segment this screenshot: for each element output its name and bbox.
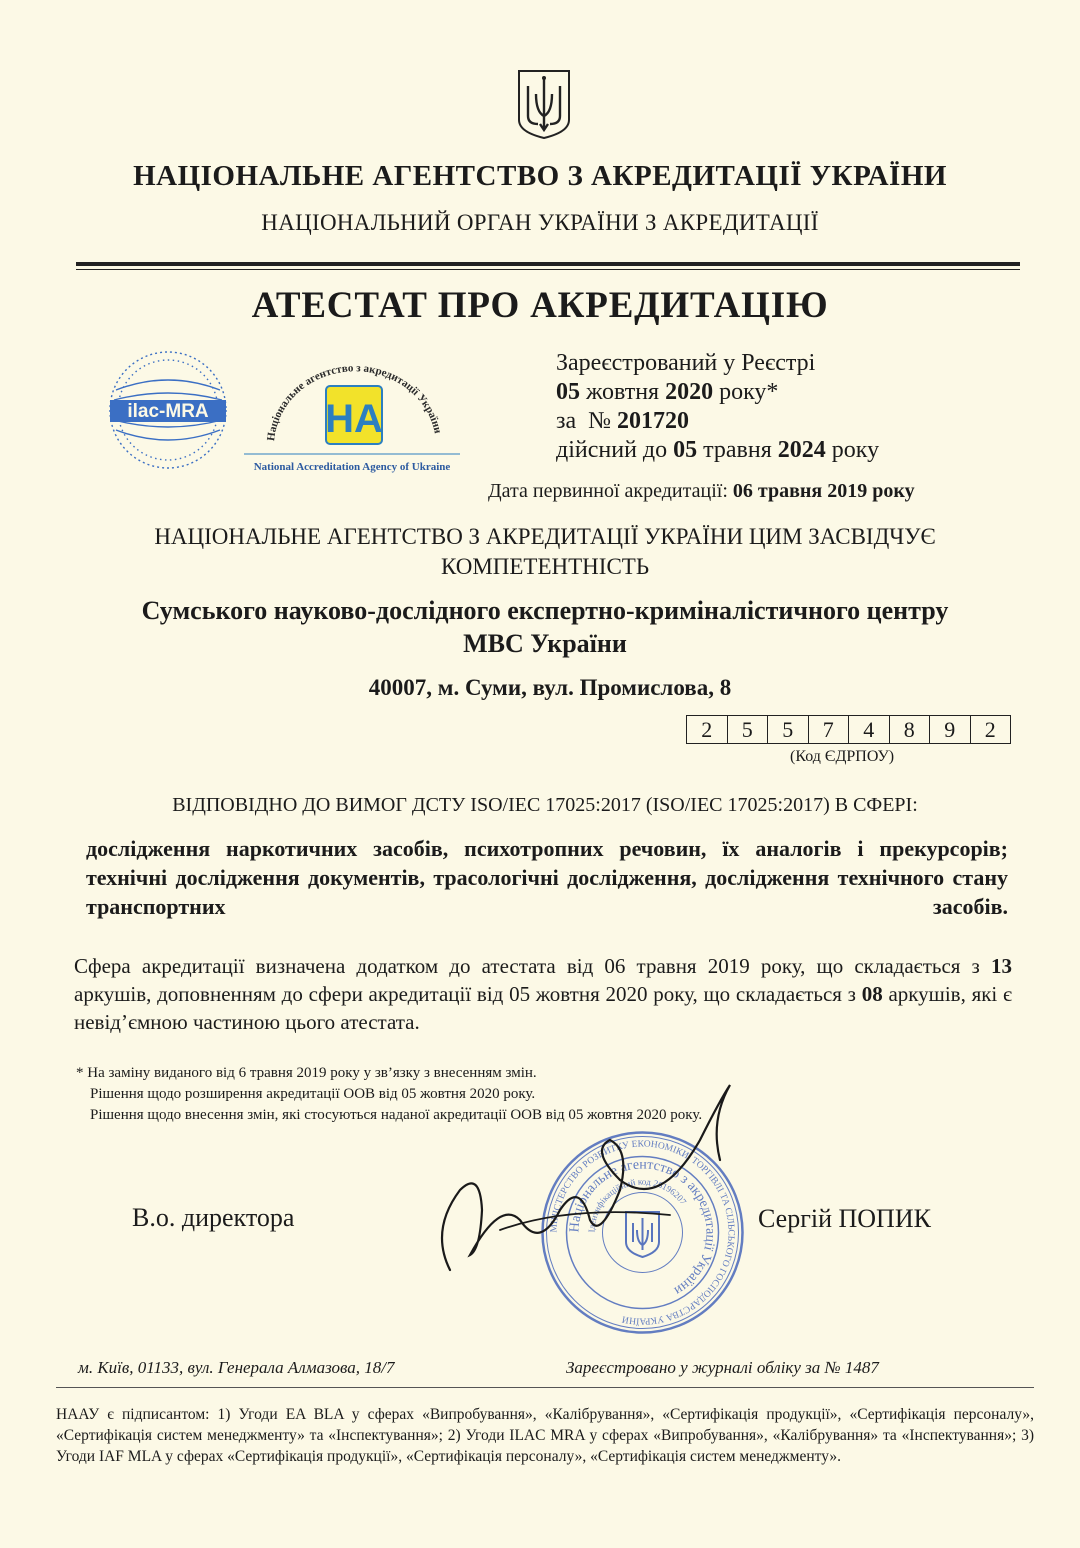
svg-text:Національне агентство з акреди: Національне агентство з акредитації України <box>567 1157 718 1298</box>
svg-text:МІНІСТЕРСТВО РОЗВИТКУ ЕКОНОМІК: МІНІСТЕРСТВО РОЗВИТКУ ЕКОНОМІКИ, ТОРГІВЛІ ТА СІЛЬСЬКОГО ГОСПОДАРСТВА УКРАЇНИ <box>549 1139 736 1326</box>
edrpou-digit: 7 <box>809 716 850 743</box>
header-divider-thin <box>76 269 1020 270</box>
registration-number: за № 201720 <box>556 408 690 434</box>
edrpou-digit: 2 <box>984 717 996 742</box>
registration-block <box>556 349 879 465</box>
edrpou-digit: 5 <box>768 716 809 743</box>
validity-date: дійсний до 05 травня 2024 року <box>556 437 880 463</box>
footnote: Рішення щодо внесення змін, які стосуються наданої акредитації ООВ від 05 жовтня 2020 року. <box>90 1107 703 1123</box>
svg-text:Національне агентство з акреди: Національне агентство з акредитації України <box>265 362 444 442</box>
first-accreditation: Дата первинної акредитації: 06 травня 2019 року <box>488 480 915 502</box>
agency-name: НАЦІОНАЛЬНЕ АГЕНТСТВО З АКРЕДИТАЦІЇ УКРАЇНИ <box>133 160 947 192</box>
document-title: АТЕСТАТ ПРО АКРЕДИТАЦІЮ <box>251 285 829 326</box>
ilac-logo-text: ilac-MRA <box>127 401 209 422</box>
footnote: * На заміну виданого від 6 травня 2019 року у зв’язку з внесенням змін. <box>76 1065 537 1081</box>
requirements-statement: ВІДПОВІДНО ДО ВИМОГ ДСТУ ISO/IEC 17025:2017 (ISO/IEC 17025:2017) В СФЕРІ: <box>172 794 918 816</box>
director-name: Сергій ПОПИК <box>758 1204 931 1233</box>
scope-paragraph: Сфера акредитації визначена додатком до атестата від 06 травня 2019 року, що складається з 13 аркушів, доповненням до сфери акредитації від 05 жовтня 2020 року, що складається з 08 аркушів, які є невід’ємною частиною цього атестата. <box>74 954 1013 1034</box>
agency-subtitle: НАЦІОНАЛЬНИЙ ОРГАН УКРАЇНИ З АКРЕДИТАЦІЇ <box>261 210 819 235</box>
edrpou-digit: 4 <box>849 716 890 743</box>
certify-statement: НАЦІОНАЛЬНЕ АГЕНТСТВО З АКРЕДИТАЦІЇ УКРАЇНИ ЦИМ ЗАСВІДЧУЄ КОМПЕТЕНТНІСТЬ <box>154 524 936 579</box>
director-signature <box>420 1080 760 1300</box>
trident-emblem-icon <box>516 68 572 140</box>
registration-date: 05 жовтня 2020 року* <box>556 379 779 405</box>
edrpou-digit: 8 <box>890 716 931 743</box>
naau-logo <box>236 346 468 478</box>
organization-name: Сумського науково-дослідного експертно-криміналістичного центру МВС України <box>141 596 949 658</box>
signatory-statement: НААУ є підписантом: 1) Угоди EA BLA у сферах «Випробування», «Калібрування», «Сертифікація продукції», «Сертифікація персоналу», «Сертифікація систем менеджменту» та «Інспектування»; 2) Угоди ILAC MRA у сферах «Випробування», «Калібрування» та «Інспектування»; 3) Угоди IAF MLA у сферах «Сертифікація продукції», «Сертифікація персоналу», «Сертифікація систем менеджменту». <box>56 1406 1034 1465</box>
director-position: В.о. директора <box>132 1203 295 1232</box>
svg-text:National Accreditation Agency: National Accreditation Agency of Ukraine <box>253 461 451 473</box>
journal-registration: Зареєстровано у журналі обліку за № 1487 <box>566 1358 879 1377</box>
edrpou-digit: 9 <box>930 716 971 743</box>
registration-line: Зареєстрований у Реєстрі <box>556 350 816 376</box>
edrpou-digit: 2 <box>687 716 728 743</box>
footnote: Рішення щодо розширення акредитації ООВ від 05 жовтня 2020 року. <box>90 1086 536 1102</box>
header-divider <box>76 262 1020 266</box>
svg-text:НА: НА <box>325 397 383 441</box>
ilac-mra-logo <box>106 348 230 472</box>
organization-address: 40007, м. Суми, вул. Промислова, 8 <box>368 675 732 700</box>
agency-address: м. Київ, 01133, вул. Генерала Алмазова, 18/7 <box>78 1358 395 1377</box>
accreditation-scope: дослідження наркотичних засобів, психотропних речовин, їх аналогів і прекурсорів; технічні дослідження документів, трасологічні дослідження, дослідження технічного стану транспортних засобів. <box>86 836 1008 919</box>
footer-divider <box>56 1387 1034 1388</box>
edrpou-label: (Код ЄДРПОУ) <box>790 748 895 765</box>
edrpou-code <box>686 715 1011 744</box>
svg-text:Ідентифікаційний код 26196207: Ідентифікаційний код 26196207 <box>586 1176 689 1233</box>
edrpou-digit: 5 <box>728 716 769 743</box>
